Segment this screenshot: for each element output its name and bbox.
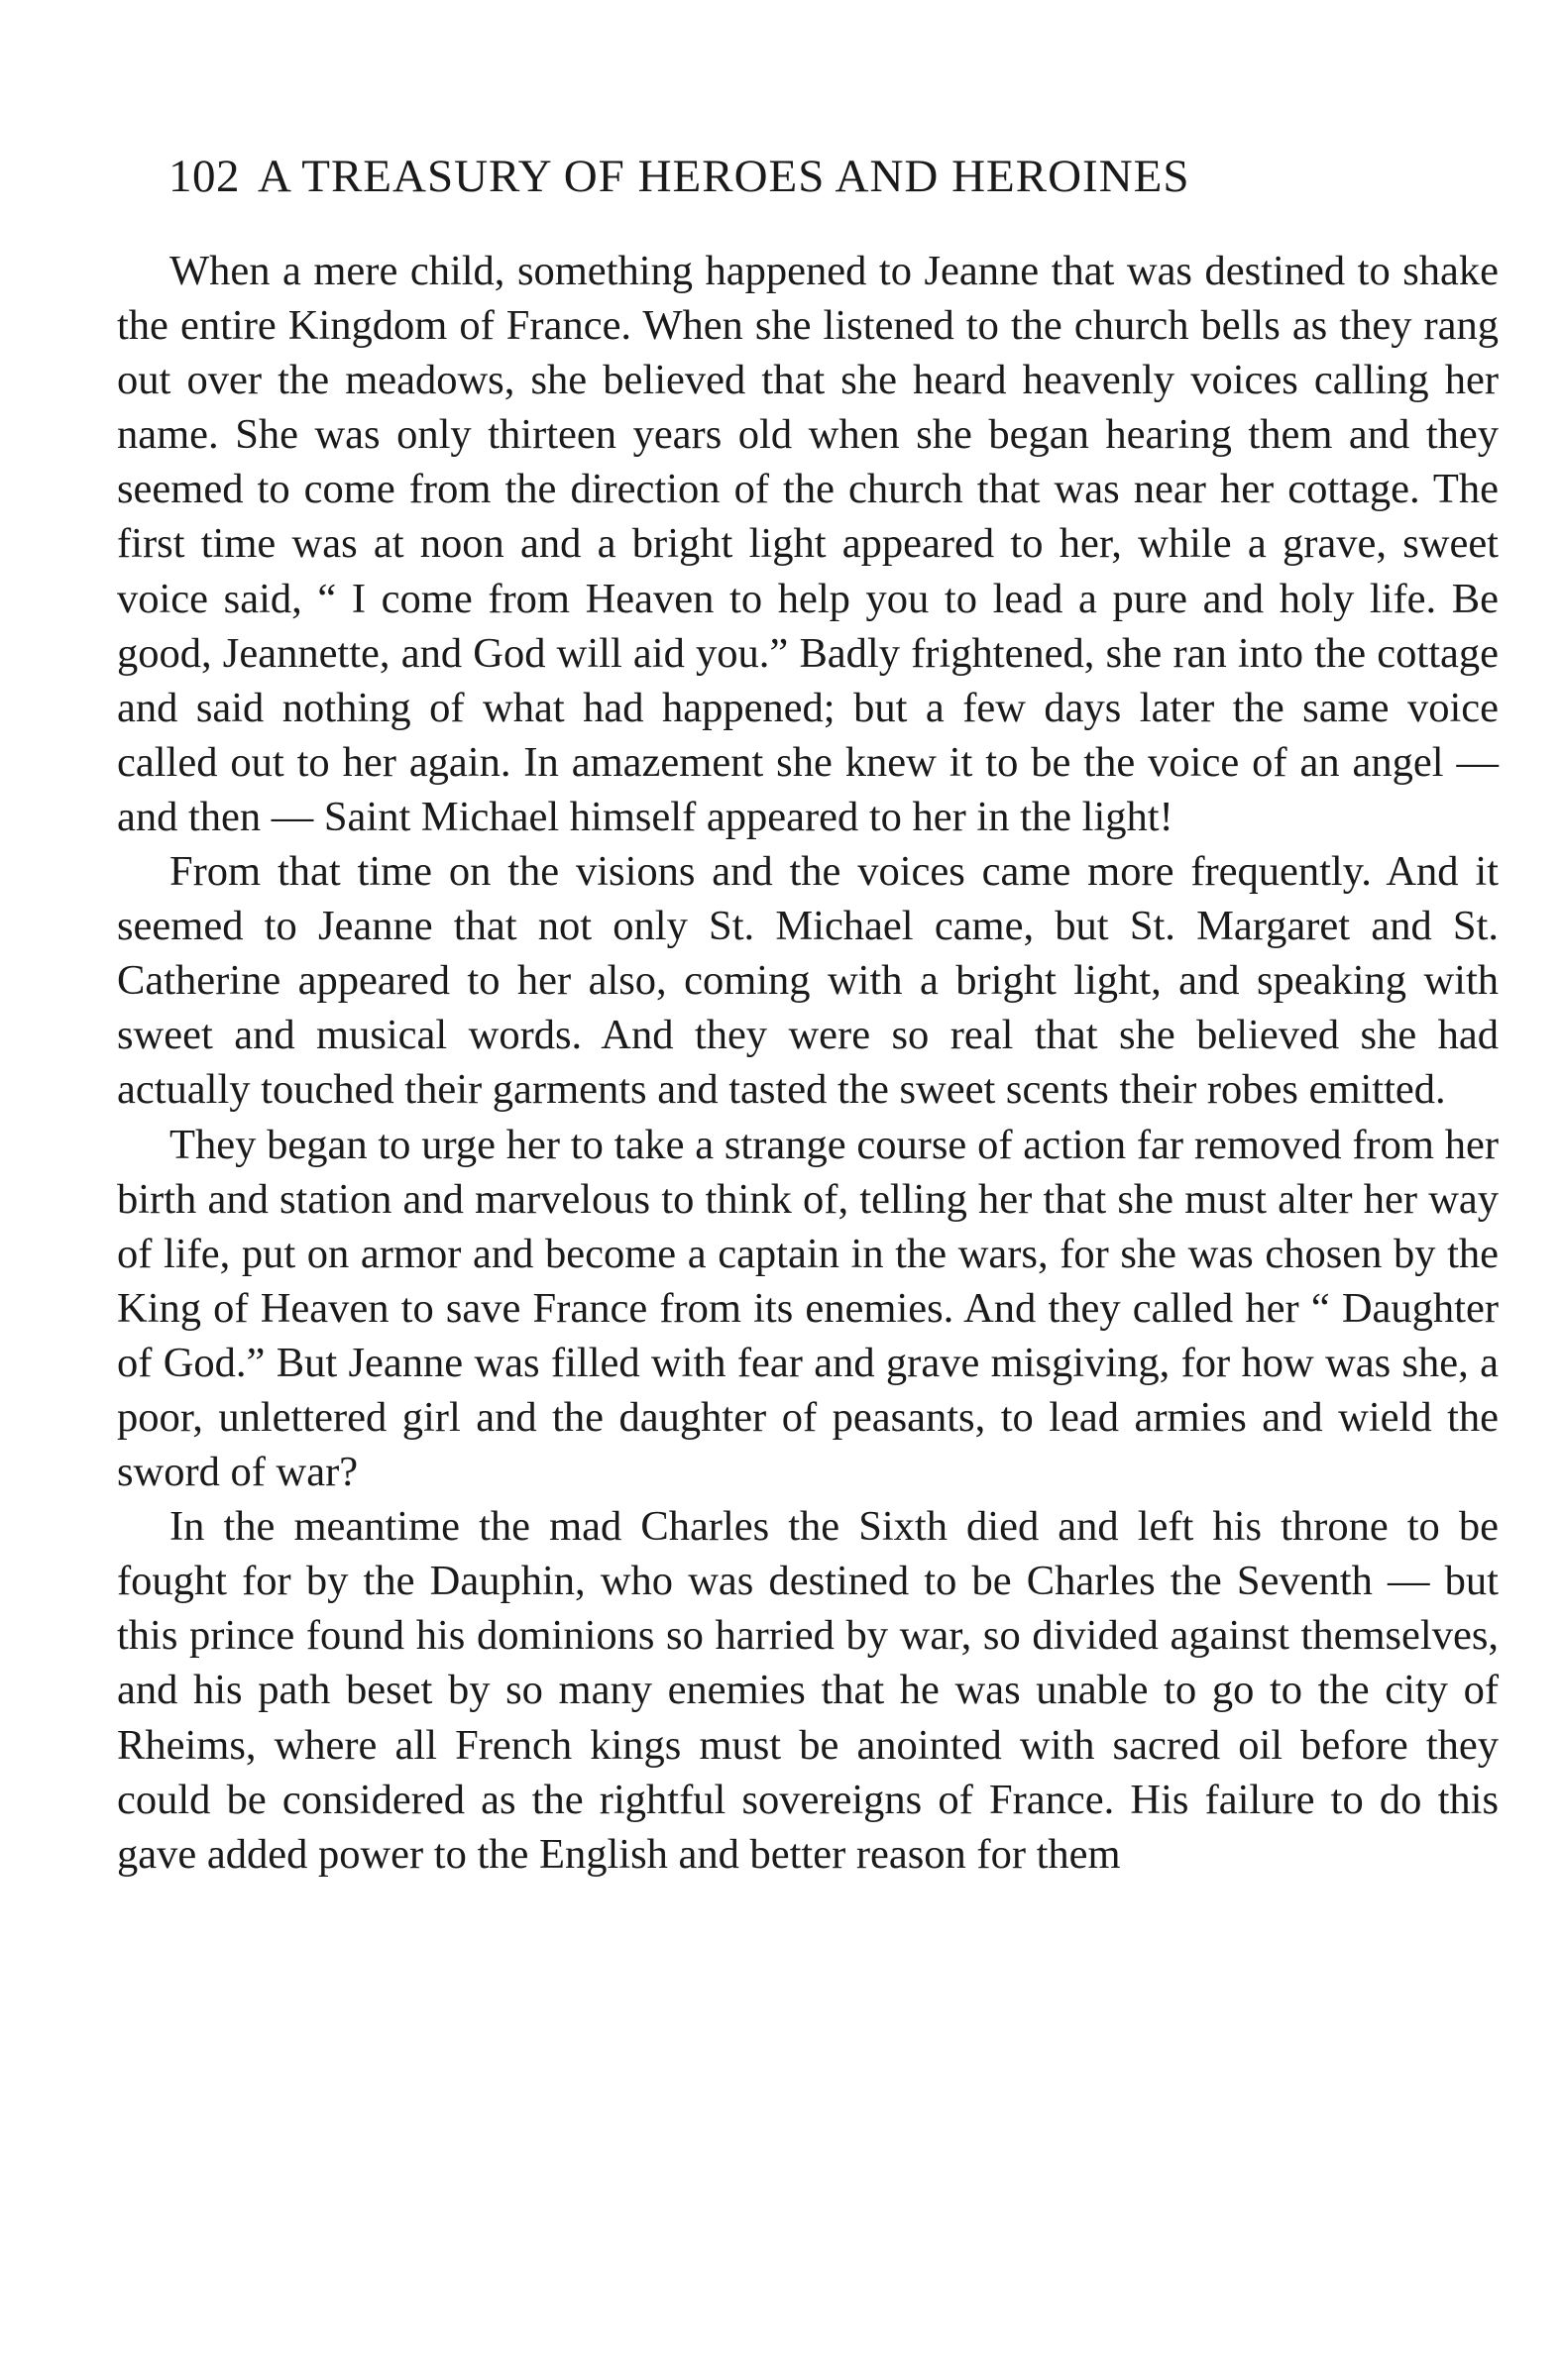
- paragraph: They began to urge her to take a strange course of action far removed from her birth and station and marvelous to think of, telling her that she must alter her way of life, put on armor and become a captain in the wars, for she was chosen by the King of Heaven to save France from its enemies. And they called her “ Daughter of God.” But Jeanne was filled with fear and grave misgiving, for how was she, a poor, unlettered girl and the daughter of peasants, to lead armies and wield the sword of war?: [117, 1121, 1499, 1496]
- running-head: [168, 149, 1358, 204]
- running-title: A TREASURY OF HEROES AND HEROINES: [258, 151, 1190, 202]
- body-text: [117, 244, 1499, 1882]
- paragraph: In the meantime the mad Charles the Sixth died and left his throne to be fought for by the Dauphin, who was destined to be Charles the Seventh — but this prince found his dominions so harried by war, so divided against themselves, and his path beset by so many enemies that he was unable to go to the city of Rheims, where all French kings must be anointed with sacred oil before they could be considered as the rightful sovereigns of France. His failure to do this gave added power to the English and better reason for them: [117, 1503, 1499, 1878]
- paragraph: From that time on the visions and the voices came more frequently. And it seemed to Jeanne that not only St. Michael came, but St. Margaret and St. Catherine appeared to her also, coming with a bright light, and speaking with sweet and musical words. And they were so real that she believed she had actually touched their garments and tasted the sweet scents their robes emitted.: [117, 848, 1499, 1114]
- paragraph: When a mere child, something happened to Jeanne that was destined to shake the entire Kingdom of France. When she listened to the church bells as they rang out over the meadows, she believed that she heard heavenly voices calling her name. She was only thirteen years old when she began hearing them and they seemed to come from the direction of the church that was near her cottage. The first time was at noon and a bright light appeared to her, while a grave, sweet voice said, “ I come from Heaven to help you to lead a pure and holy life. Be good, Jeannette, and God will aid you.” Badly frightened, she ran into the cottage and said nothing of what had happened; but a few days later the same voice called out to her again. In amazement she knew it to be the voice of an angel — and then — Saint Michael himself appeared to her in the light!: [117, 248, 1499, 840]
- page-number: 102: [168, 151, 240, 202]
